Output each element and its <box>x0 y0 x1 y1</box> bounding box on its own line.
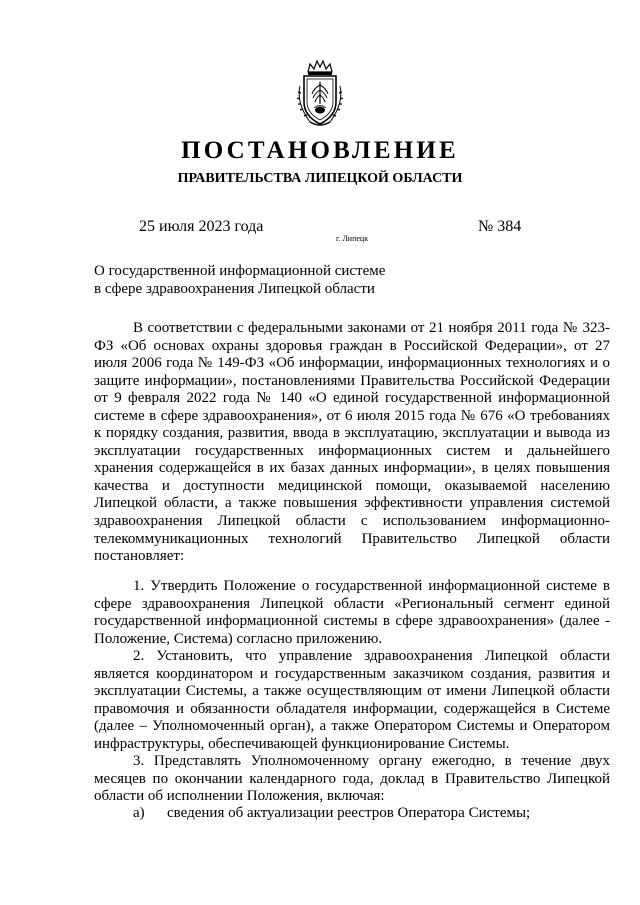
preamble-paragraph: В соответствии с федеральными законами от 21 ноября 2011 года № 323-ФЗ «Об основах охраны здоровья граждан в Российской Федерации», от 27 июля 2006 года № 149-ФЗ «Об информации, информационных технологиях и о защите информации», постановлениями Правительства Российской Федерации от 9 февраля 2022 года № 140 «О единой государственной информационной системе в сфере здравоохранения», от 6 июля 2015 года № 676 «О требованиях к порядку создания, развития, ввода в эксплуатацию, эксплуатации и вывода из эксплуатации государственных информационных систем и дальнейшего хранения содержащейся в их базах данных информации», в целях повышения качества и доступности медицинской помощи, оказываемой населению Липецкой области, а также повышения эффективности управления системой здравоохранения Липецкой области с использованием информационно-телекоммуникационных технологий Правительство Липецкой области постановляет: <box>94 320 610 565</box>
list-item-text: сведения об актуализации реестров Оператора Системы; <box>167 805 531 821</box>
document-date: 25 июля 2023 года <box>139 218 264 235</box>
list-item-marker: а) <box>133 805 145 821</box>
document-issuer: ПРАВИТЕЛЬСТВА ЛИПЕЦКОЙ ОБЛАСТИ <box>177 171 463 186</box>
clause-2-paragraph: 2. Установить, что управление здравоохранения Липецкой области является координатором и государственным заказчиком создания, развития и эксплуатации Системы, а также осуществляющим от имени Липецкой области правомочия и обязанности обладателя информации, содержащейся в Системе (далее – Уполномоченный орган), а также Оператором Системы и Оператором инфраструктуры, обеспечивающей функционирование Системы. <box>94 648 610 752</box>
list-item <box>133 805 530 823</box>
clause-3-paragraph: 3. Представлять Уполномоченному органу ежегодно, в течение двух месяцев по окончании календарного года, доклад в Правительство Липецкой области об исполнении Положения, включая: <box>94 753 610 805</box>
subject-line-1: О государственной информационной системе <box>94 263 386 279</box>
subject-line-2: в сфере здравоохранения Липецкой области <box>94 281 375 297</box>
document-title: ПОСТАНОВЛЕНИЕ <box>181 137 459 164</box>
document-subject <box>94 262 385 298</box>
coat-of-arms-icon <box>290 58 350 128</box>
document-number: № 384 <box>478 218 522 235</box>
clause-1-paragraph: 1. Утвердить Положение о государственной информационной системе в сфере здравоохранения Липецкой области «Региональный сегмент единой государственной информационной системы в сфере здравоохранения» (далее - Положение, Система) согласно приложению. <box>94 578 610 647</box>
document-place: г. Липецк <box>336 234 369 243</box>
